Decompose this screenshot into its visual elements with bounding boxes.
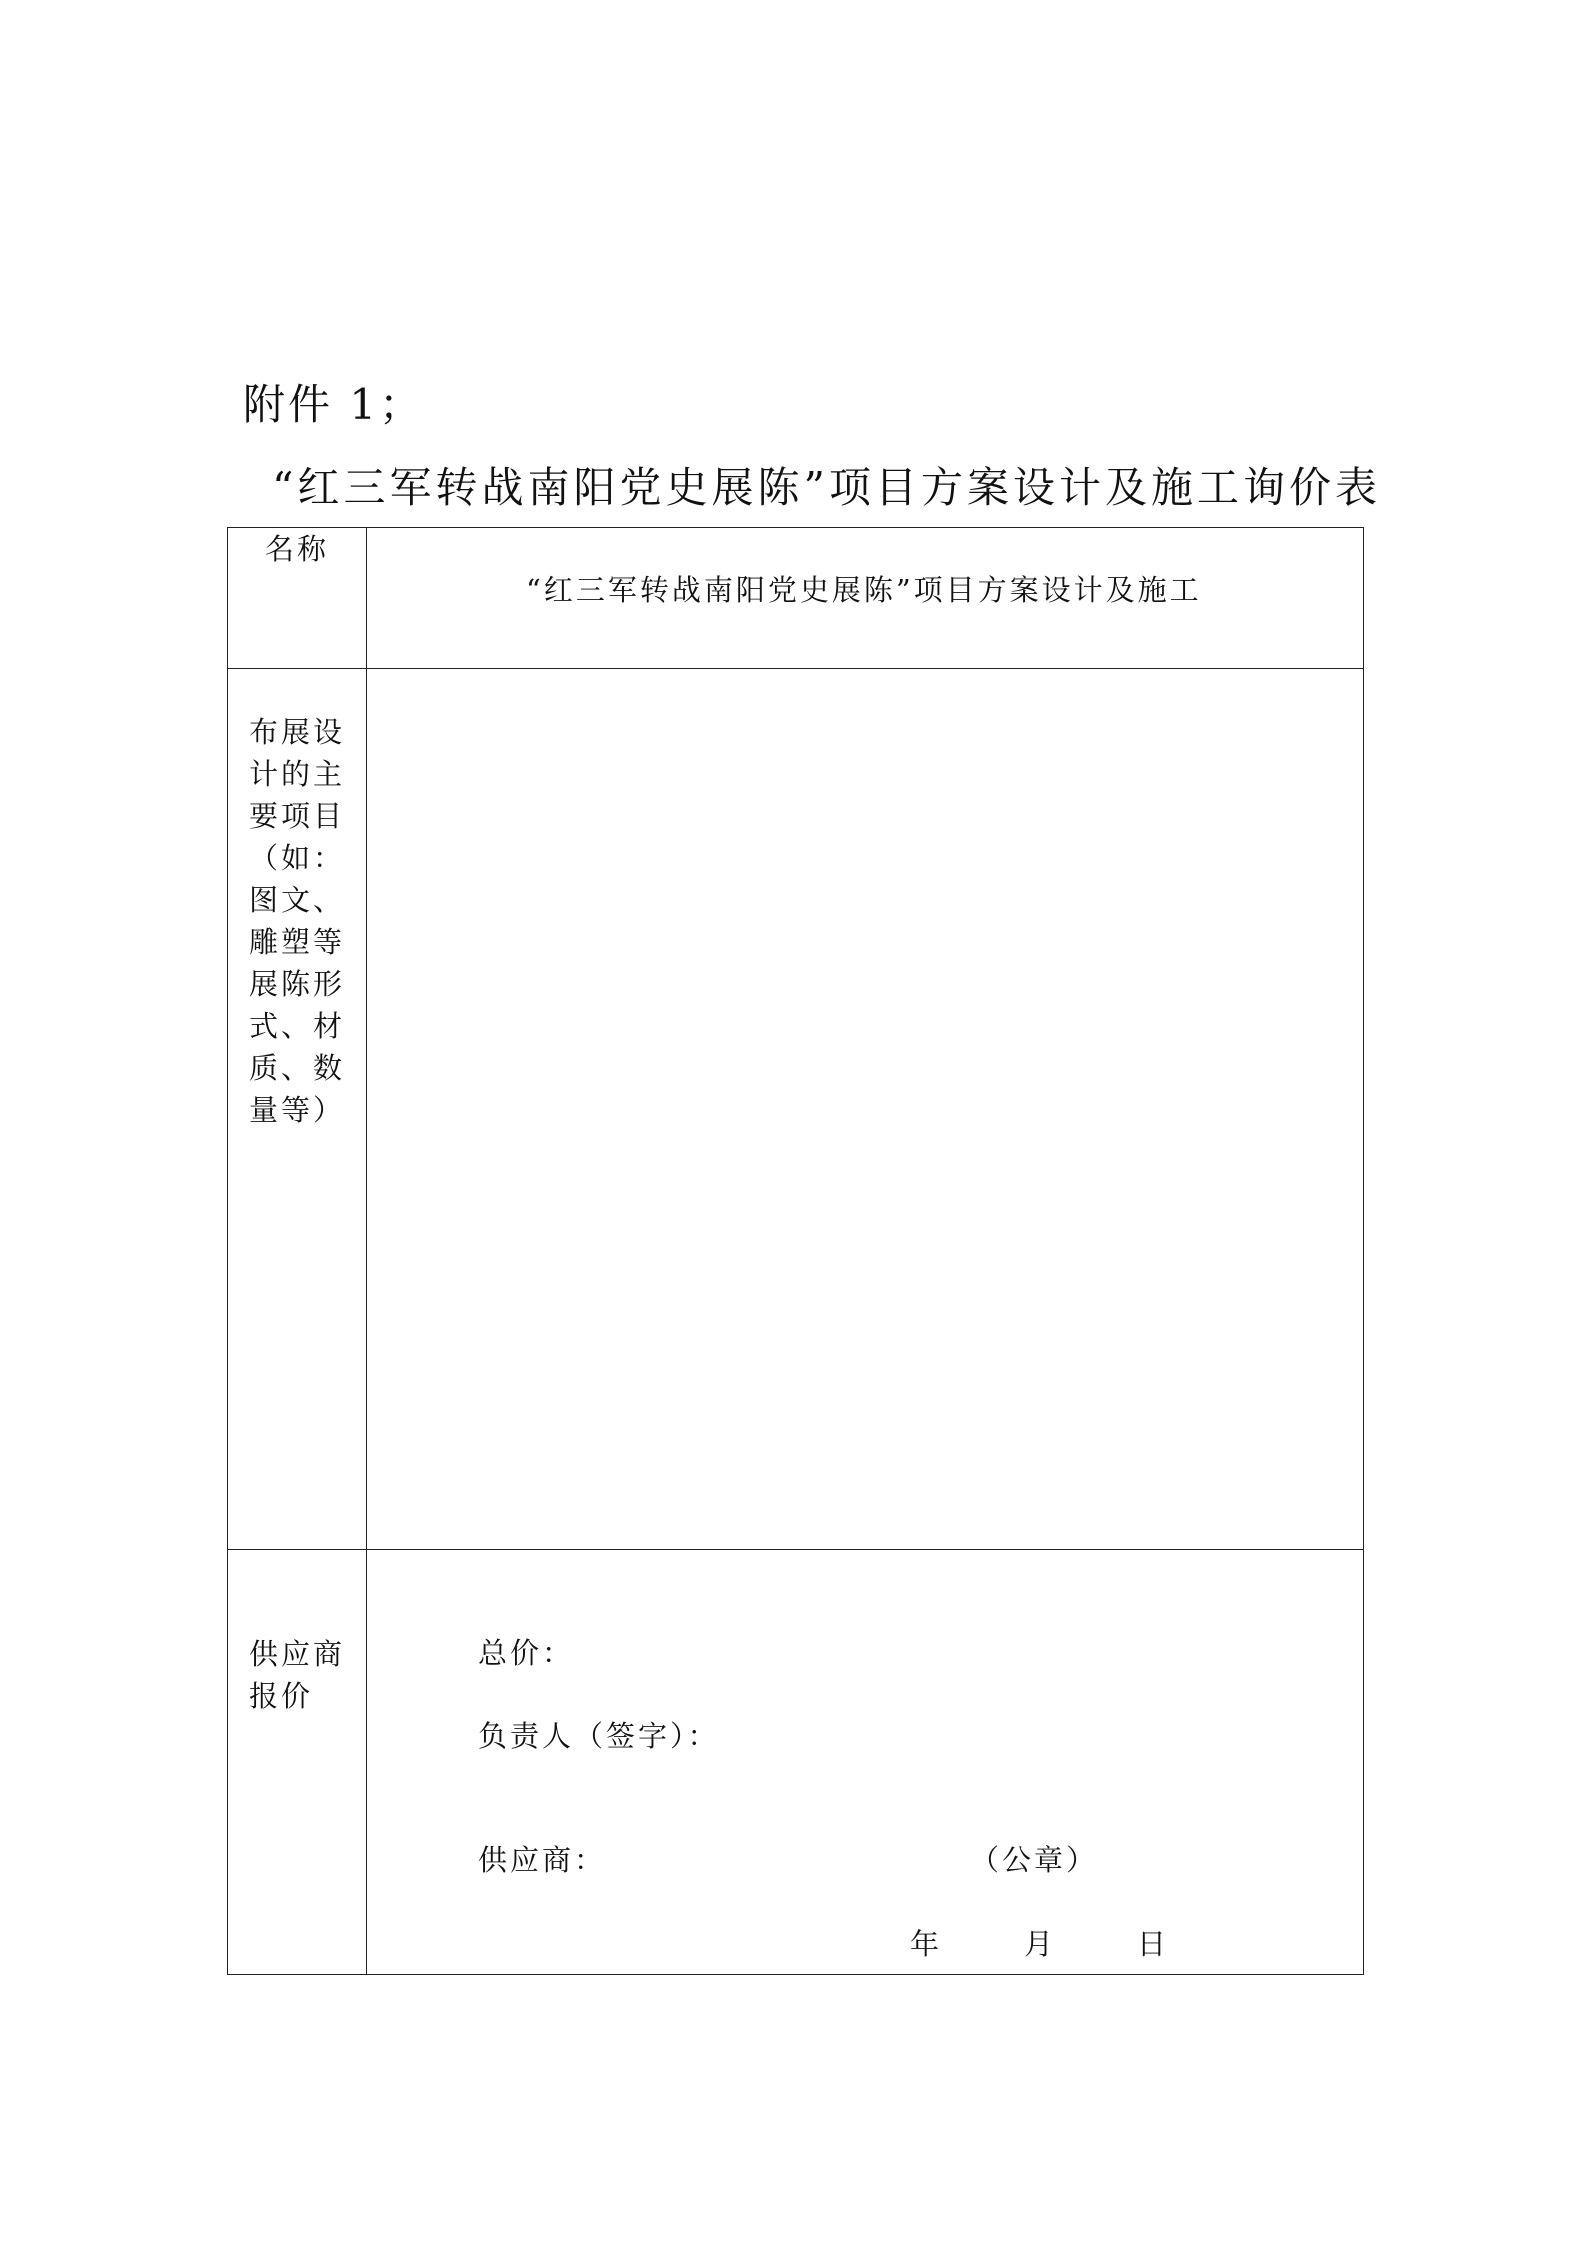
year-label: 年	[910, 1927, 943, 1961]
name-value: “红三军转战南阳党史展陈”项目方案设计及施工	[526, 573, 1202, 607]
row-divider-1	[228, 668, 1363, 669]
items-label: 布展设计的主要项目（如：图文、雕塑等展陈形式、材质、数量等）	[249, 715, 346, 1127]
attachment-label: 附件 1；	[243, 380, 425, 429]
items-value[interactable]	[388, 688, 1338, 1518]
quote-label: 供应商报价	[249, 1637, 346, 1713]
column-divider	[366, 528, 367, 1974]
total-price-label: 总价：	[478, 1636, 575, 1670]
name-label: 名称	[264, 532, 329, 566]
inquiry-form-table	[227, 527, 1364, 1975]
month-label: 月	[1024, 1927, 1057, 1961]
day-label: 日	[1137, 1927, 1170, 1961]
person-in-charge-label: 负责人（签字）：	[478, 1719, 720, 1753]
supplier-label: 供应商：	[478, 1843, 607, 1877]
seal-label: （公章）	[970, 1843, 1099, 1877]
row-divider-2	[228, 1549, 1363, 1550]
document-title: “红三军转战南阳党史展陈”项目方案设计及施工询价表	[272, 463, 1381, 512]
